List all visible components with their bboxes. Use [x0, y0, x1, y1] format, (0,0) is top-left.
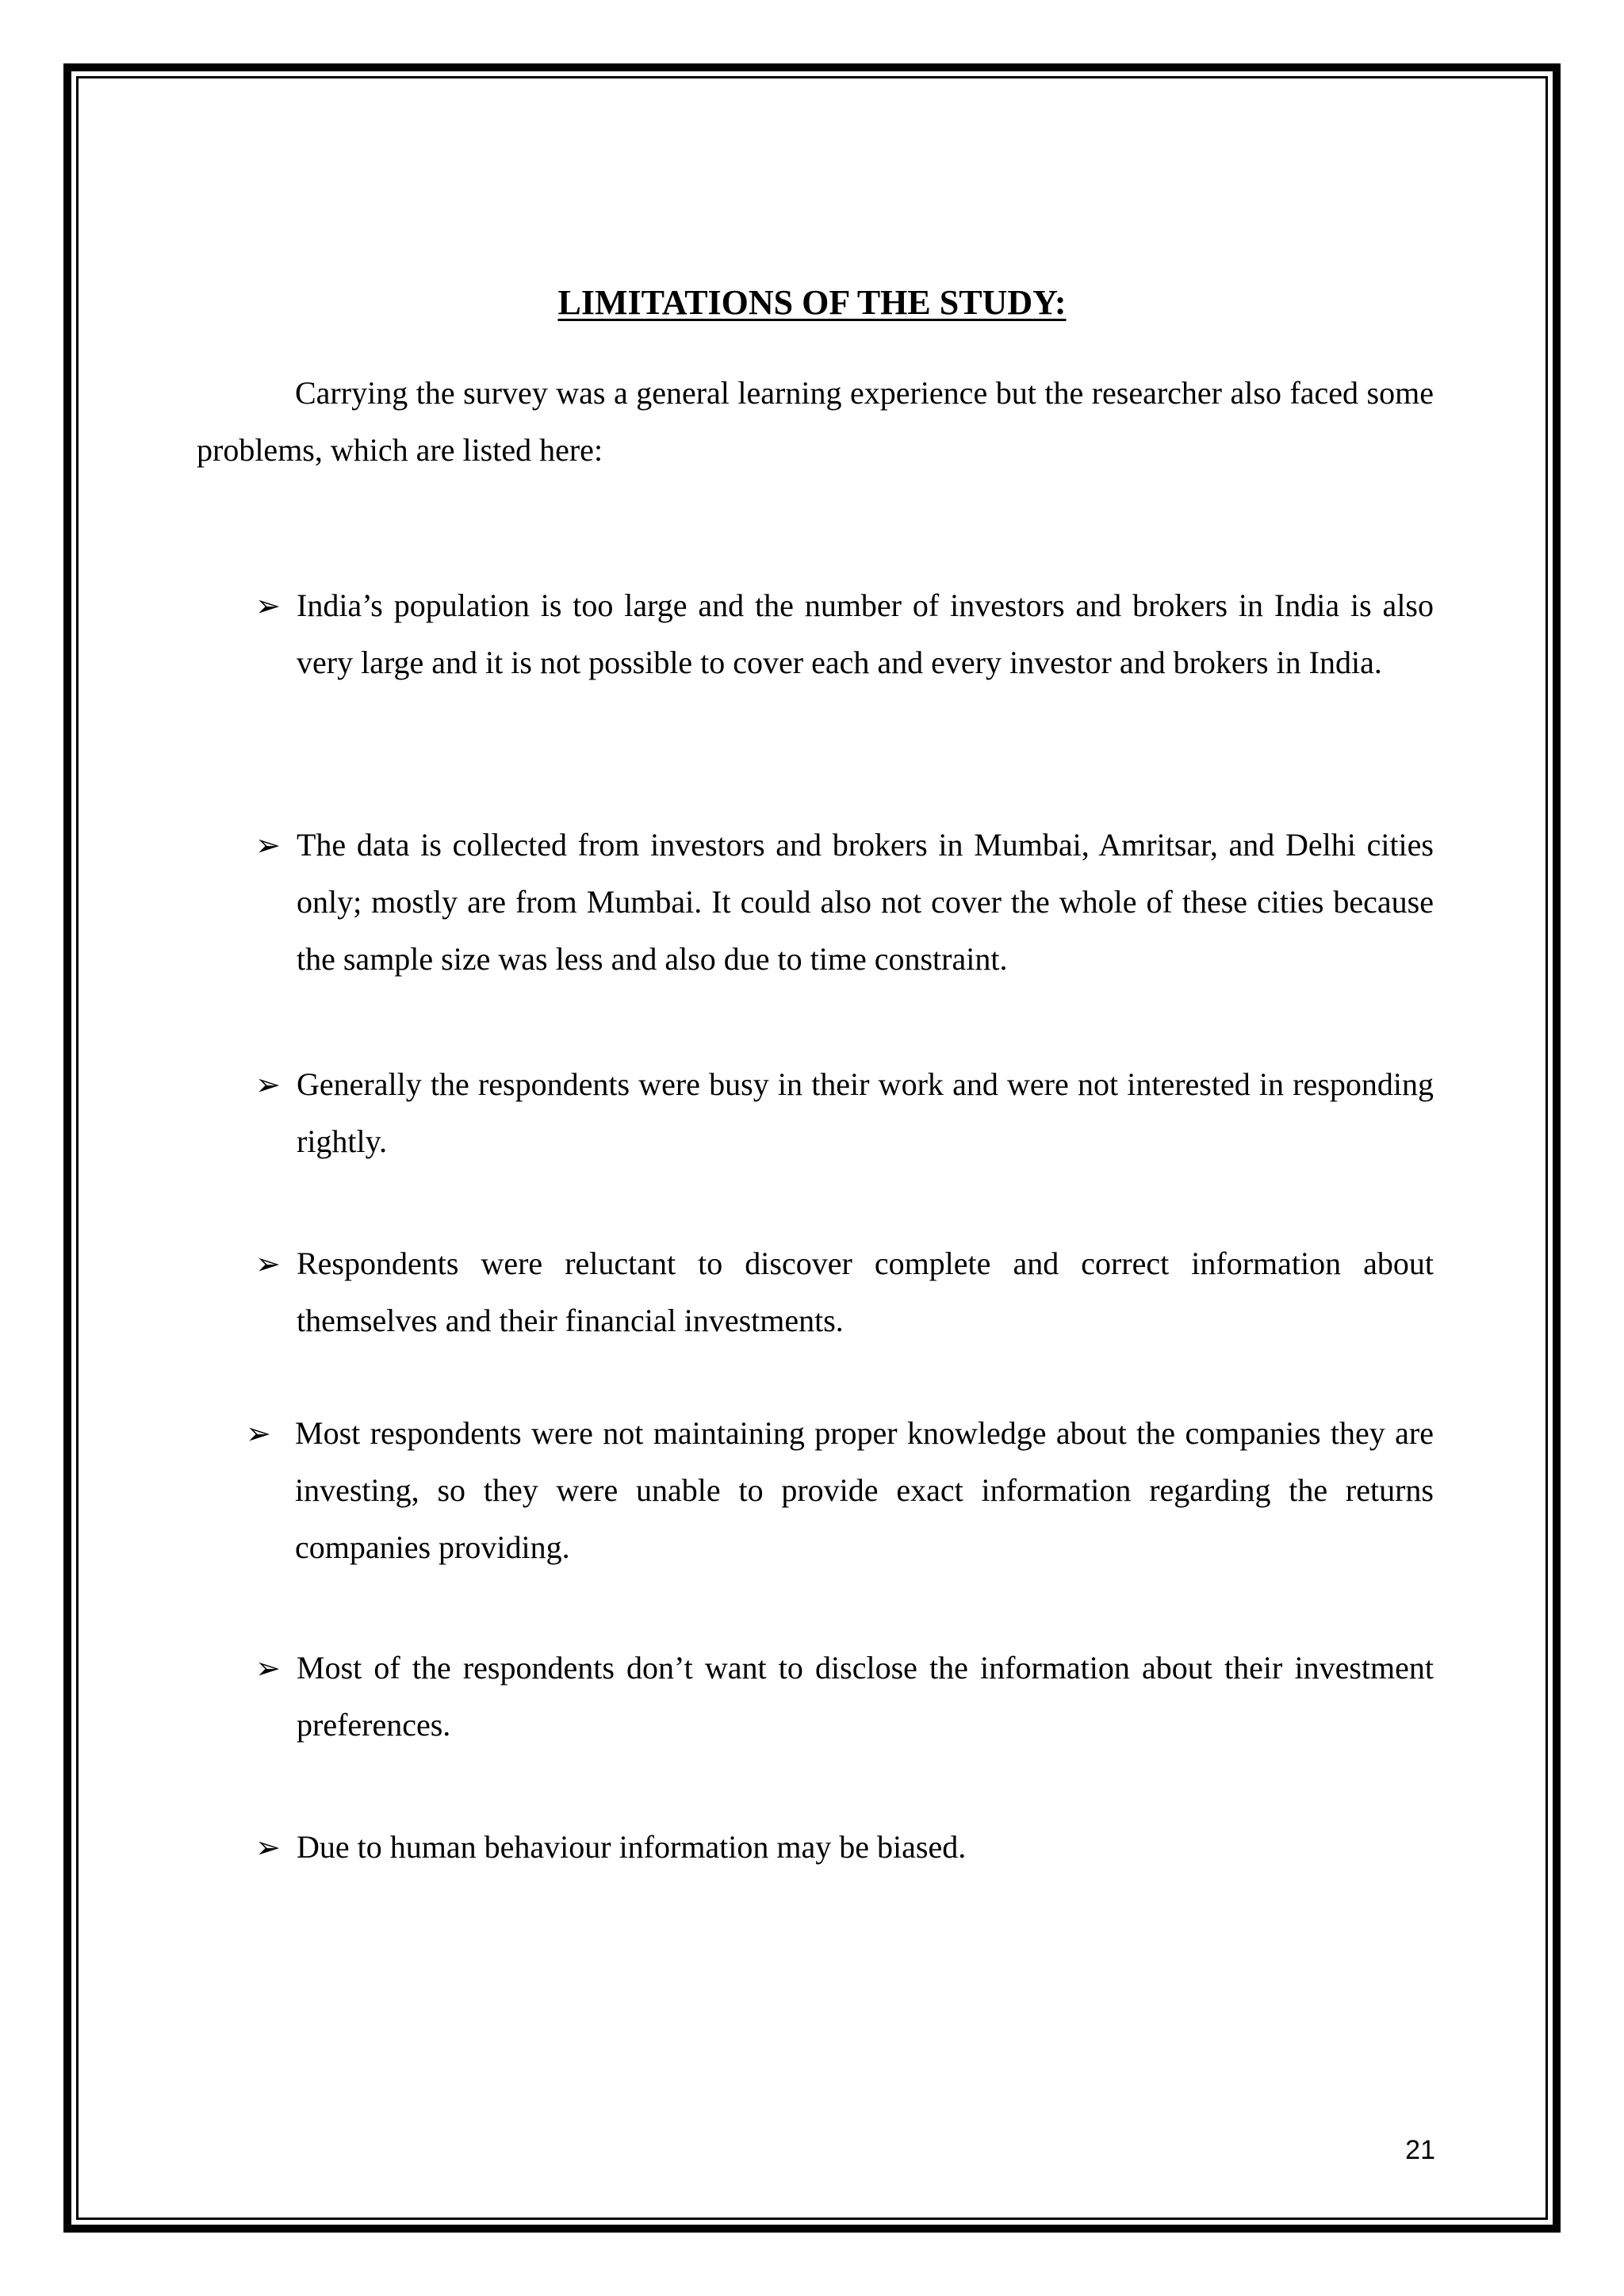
list-item-text: Generally the respondents were busy in their work and were not interested in responding rightly.: [297, 1066, 1434, 1159]
arrowhead-bullet-icon: ➢: [255, 1067, 281, 1102]
list-item-text: Due to human behaviour information may be biased.: [297, 1829, 967, 1865]
list-item: [255, 817, 1434, 988]
list-item: [255, 577, 1434, 691]
intro-paragraph: Carrying the survey was a general learning experience but the researcher also faced some problems, which are listed here:: [197, 375, 1434, 468]
list-item: [255, 1235, 1434, 1349]
arrowhead-bullet-icon: ➢: [255, 1830, 281, 1865]
list-item-text: Most of the respondents don’t want to disclose the information about their investment preferences.: [297, 1650, 1434, 1743]
list-item-text: India’s population is too large and the number of investors and brokers in India is also very large and it is not possible to cover each and every investor and brokers in India.: [297, 587, 1434, 680]
list-item-text: Respondents were reluctant to discover complete and correct information about themselves and their financial investments.: [297, 1246, 1434, 1338]
arrowhead-bullet-icon: ➢: [255, 1246, 281, 1281]
list-item: [255, 1640, 1434, 1754]
page-title: LIMITATIONS OF THE STUDY:: [557, 283, 1067, 322]
list-item-text: The data is collected from investors and brokers in Mumbai, Amritsar, and Delhi cities only; mostly are from Mumbai. It could also not cover the whole of these cities because the sample size was less and also due to time constraint.: [297, 827, 1434, 977]
list-item: [255, 1819, 1434, 1876]
arrowhead-bullet-icon: ➢: [246, 1416, 271, 1451]
page-number: 21: [1405, 2135, 1435, 2165]
arrowhead-bullet-icon: ➢: [255, 588, 281, 623]
list-item-text: Most respondents were not maintaining proper knowledge about the companies they are investing, so they were unable to provide exact information regarding the returns companies providing.: [295, 1415, 1434, 1565]
list-item: [255, 1056, 1434, 1170]
arrowhead-bullet-icon: ➢: [255, 828, 281, 863]
list-item: [246, 1405, 1434, 1576]
arrowhead-bullet-icon: ➢: [255, 1651, 281, 1686]
